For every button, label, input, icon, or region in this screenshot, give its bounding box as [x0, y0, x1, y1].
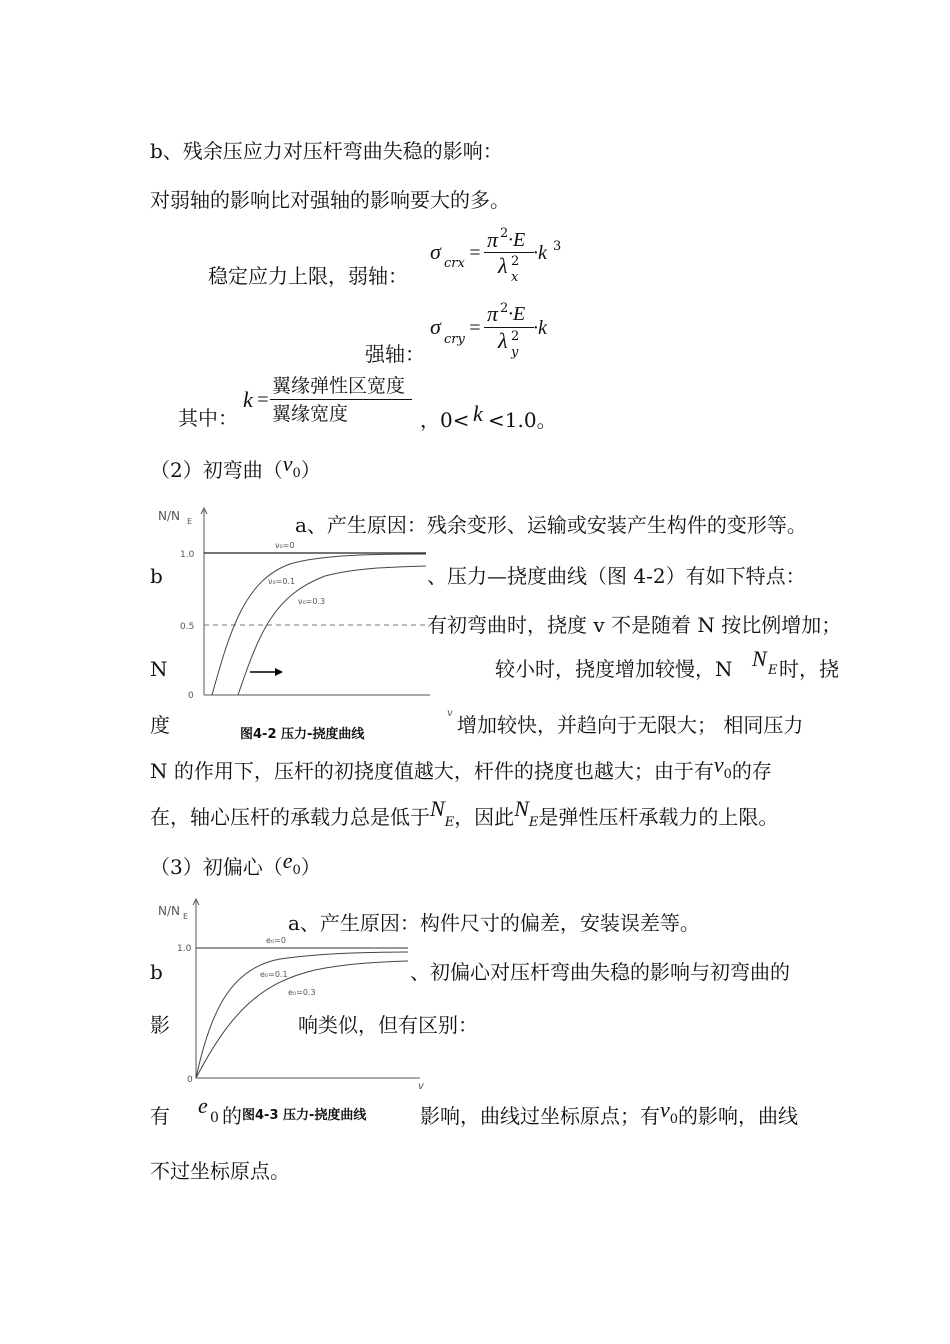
subscript-y: y: [511, 345, 519, 360]
s2-d-N: N: [150, 657, 168, 681]
figure-4-2-caption: 图4-2 压力-挠度曲线: [240, 727, 365, 742]
k-range-end: <1.0。: [488, 408, 557, 432]
sigma-symbol: σ: [430, 314, 441, 339]
pi-symbol: π: [487, 301, 499, 326]
s2-f-text: N 的作用下，压杆的初挠度值越大，杆件的挠度也越大；由于有: [150, 759, 714, 783]
lambda-symbol: λ: [498, 328, 508, 353]
s2-c-text: 有初弯曲时，挠度 v 不是随着 N 按比例增加；: [427, 613, 842, 637]
s3-e-text: 不过坐标原点。: [150, 1159, 290, 1183]
subscript-0: 0: [292, 863, 301, 878]
curve-label-v0-0.3: ν₀=0.3: [298, 597, 326, 606]
k-denominator: 翼缘宽度: [272, 403, 349, 425]
superscript-2: 2: [500, 226, 509, 241]
subscript-0: 0: [292, 466, 301, 481]
v-symbol: v: [660, 1097, 670, 1122]
dot-E: ·E: [508, 303, 526, 325]
dot-k: ·k: [533, 317, 547, 339]
s2-cause: a、产生原因：残余变形、运输或安装产生构件的变形等。: [295, 513, 807, 537]
superscript-2: 2: [511, 329, 520, 344]
s3-cause: a、产生原因：构件尺寸的偏差，安装误差等。: [288, 911, 700, 935]
y-axis-label-subscript: E: [183, 912, 189, 921]
figure-4-3-caption: 图4-3 压力-挠度曲线: [242, 1108, 367, 1123]
subscript-E: E: [768, 663, 778, 678]
s3-d-text: [420, 1097, 799, 1134]
tick-0: 0: [187, 1075, 193, 1085]
s3-c-ying: 影: [150, 1013, 170, 1037]
subscript-crx: crx: [444, 256, 465, 271]
curve-label-e0-0.3: e₀=0.3: [288, 988, 316, 997]
y-axis-label: N/N: [158, 904, 180, 918]
subscript-0: 0: [210, 1110, 219, 1126]
k-symbol-inline: k: [473, 401, 483, 426]
sigma-symbol: σ: [430, 239, 441, 264]
s2-e-text: 增加较快，并趋向于无限大； 相同压力: [457, 713, 804, 737]
superscript-2: 2: [511, 254, 520, 269]
s2-f-end: 的存: [731, 759, 772, 783]
N-symbol: N: [752, 646, 767, 671]
subscript-0: 0: [669, 1112, 679, 1127]
subscript-E: E: [528, 815, 539, 830]
N-symbol: N: [430, 796, 445, 821]
k-prefix: 其中：: [178, 406, 238, 430]
subscript-0: 0: [723, 767, 732, 782]
s3-b-letter: b: [150, 960, 163, 984]
curve-label-v0-0.1: ν₀=0.1: [268, 577, 296, 586]
subheading-residual-stress: b、残余压应力对压杆弯曲失稳的影响：: [150, 139, 503, 163]
k-symbol: k: [243, 387, 253, 412]
section3-heading-close: ）: [300, 855, 321, 879]
s2-d-text: 较小时，挠度增加较慢，N: [495, 657, 733, 681]
v-symbol: v: [713, 752, 724, 777]
section3-heading: [150, 848, 321, 885]
tick-0.5: 0.5: [180, 622, 195, 632]
s2-g-mid: ，因此: [454, 805, 515, 829]
e-symbol: e: [282, 848, 293, 873]
k-numerator: 翼缘弹性区宽度: [272, 375, 406, 397]
s3-d-de: 的: [222, 1104, 242, 1128]
subscript-cry: cry: [444, 332, 465, 347]
s3-c-text: 响类似，但有区别：: [298, 1013, 478, 1037]
section2-heading-close: ）: [300, 458, 321, 482]
equals-sign: =: [468, 317, 482, 339]
k-range-start: ，0<: [420, 408, 470, 432]
curve-v0-0.3: [238, 566, 426, 695]
equals-sign: =: [256, 389, 270, 411]
x-axis-label-outside: v: [447, 708, 453, 719]
equals-sign: =: [468, 242, 482, 264]
s2-g-end: 是弹性压杆承载力的上限。: [538, 805, 779, 829]
s2-f-line: [150, 752, 772, 789]
y-axis-label-subscript: E: [187, 517, 193, 526]
superscript-3: 3: [553, 239, 562, 254]
pi-symbol: π: [487, 227, 499, 252]
s3-d-end: 的影响，曲线: [678, 1104, 799, 1128]
dot-E: ·E: [508, 229, 526, 251]
fraction-bar: [484, 327, 534, 328]
curve-label-v0-0: ν₀=0: [275, 541, 295, 550]
section3-heading-text: （3）初偏心（: [150, 855, 283, 879]
subscript-E: E: [444, 815, 455, 830]
figure-4-2-plot: [158, 508, 430, 717]
s3-d-you: 有: [150, 1104, 170, 1128]
tick-1.0: 1.0: [177, 944, 192, 954]
section2-heading-text: （2）初弯曲（: [150, 458, 283, 482]
arrow-head: [275, 668, 283, 676]
N-symbol: N: [514, 796, 529, 821]
s2-b-text: 、压力—挠度曲线（图 4-2）有如下特点：: [427, 564, 806, 588]
s2-e-deg: 度: [150, 713, 170, 737]
lambda-symbol: λ: [498, 253, 508, 278]
curve-label-e0-0: e₀=0: [266, 936, 286, 945]
s2-g-text: 在，轴心压杆的承载力总是低于: [150, 805, 430, 829]
s3-b-text: 、初偏心对压杆弯曲失稳的影响与初弯曲的: [410, 960, 790, 984]
subscript-x: x: [511, 270, 519, 285]
paragraph-weak-axis: 对弱轴的影响比对强轴的影响要大的多。: [150, 188, 510, 212]
fraction-bar: [484, 252, 534, 253]
x-axis-label: v: [418, 1081, 424, 1092]
curve-label-e0-0.1: e₀=0.1: [260, 970, 288, 979]
s3-d-mid: 影响，曲线过坐标原点；有: [420, 1104, 660, 1128]
strong-axis-label: 强轴：: [365, 342, 425, 366]
tick-1.0: 1.0: [180, 550, 195, 560]
weak-axis-label: 稳定应力上限，弱轴：: [208, 264, 408, 288]
dot-k: ·k: [533, 242, 547, 264]
e-symbol: e: [198, 1093, 208, 1118]
tick-0: 0: [188, 691, 194, 701]
superscript-2: 2: [500, 301, 509, 316]
s2-g-line: [150, 796, 779, 835]
section2-heading: [150, 451, 321, 488]
v-symbol: v: [282, 451, 293, 476]
y-axis-label: N/N: [158, 509, 180, 523]
s2-d-end: 时，挠: [779, 657, 839, 681]
s2-b-letter: b: [150, 564, 163, 588]
